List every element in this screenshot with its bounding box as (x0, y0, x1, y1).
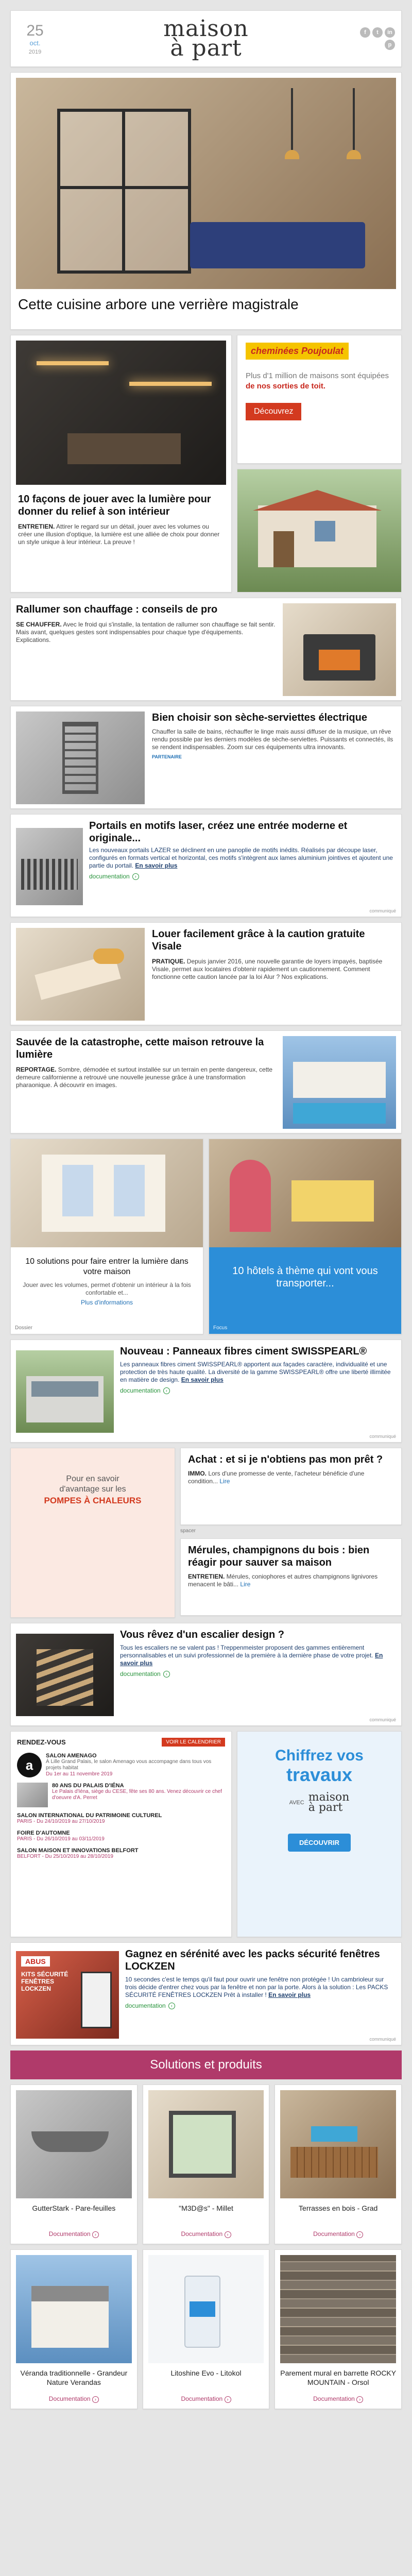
amenago-logo-icon: a (17, 1753, 42, 1777)
article-text: Chauffer la salle de bains, réchauffer le linge mais aussi diffuser de la musique, un rêve rendu possible par les derniers modèles de sèche-serviettes. Puissants et connectés, ils se rendent indispensables. Zoom sur ces équipements ultra innovants. (152, 728, 393, 751)
hero-article[interactable] (10, 72, 402, 330)
partner-label: PARTENAIRE (152, 754, 182, 759)
sponsored-label: communiqué (369, 1717, 396, 1722)
article-image (16, 341, 226, 485)
logo-line1: maison (163, 15, 249, 42)
event-image (17, 1783, 48, 1807)
event-item[interactable]: SALON INTERNATIONAL DU PATRIMOINE CULTUREL PARIS - Du 24/10/2019 au 27/10/2019 (17, 1812, 162, 1824)
sponsored-text: Tous les escaliers ne se valent pas ! Treppenmeister proposent des gammes entièrement personnalisables et un suivi professionnel de la première à la dernière phase de votre projet. En savoir plus (120, 1644, 383, 1667)
ad-text: Pour en savoir d'avantage sur les POMPES À CHALEURS (44, 1475, 142, 1505)
ad-discover-button[interactable]: DÉCOUVRIR (288, 1834, 351, 1852)
sponsored-portails (10, 814, 402, 917)
article-heating[interactable] (10, 598, 402, 701)
arrow-right-icon: › (168, 2003, 175, 2009)
product-name: Parement mural en barrette ROCKY MOUNTAIN - Orsol (280, 2369, 397, 2386)
date-month: oct. (29, 39, 41, 47)
read-more-link[interactable]: En savoir plus (268, 1991, 311, 1998)
linkedin-icon[interactable]: in (385, 27, 395, 38)
product-name: Litoshine Evo - Litokol (170, 2369, 242, 2377)
sponsored-title[interactable]: Vous rêvez d'un escalier design ? (120, 1629, 284, 1640)
article-towel-rail[interactable] (10, 706, 402, 809)
sponsored-title[interactable]: Portails en motifs laser, créez une entrée moderne et originale... (89, 820, 348, 844)
ad-line1: Chiffrez vos (275, 1747, 364, 1764)
arrow-right-icon: › (225, 2396, 231, 2403)
article-image (16, 711, 145, 804)
sponsored-lockzen (10, 1942, 402, 2045)
product-card[interactable] (274, 2084, 402, 2244)
documentation-link[interactable]: documentation › (120, 1670, 170, 1677)
arrow-right-icon: › (356, 2396, 363, 2403)
ad-avec: AVEC (289, 1800, 304, 1806)
event-item[interactable]: SALON MAISON ET INNOVATIONS BELFORT BELFORT - Du 25/10/2019 au 28/10/2019 (17, 1848, 139, 1859)
article-text: REPORTAGE. Sombre, démodée et surtout installée sur un terrain en pente dangereux, cette demeure californienne a retrouvé une nouvelle jeunesse grâce à une transformation pharaonique. À découvrir en images. (16, 1066, 273, 1089)
newsletter (10, 0, 402, 2409)
agenda (10, 1731, 232, 1937)
product-card[interactable] (143, 2249, 270, 2409)
product-image (280, 2255, 396, 2363)
read-more-link[interactable]: En savoir plus (181, 1376, 224, 1383)
dossier-card[interactable] (10, 1139, 203, 1334)
arrow-right-icon: › (225, 2231, 231, 2238)
product-card[interactable] (10, 2249, 138, 2409)
product-doc-link[interactable]: Documentation › (275, 2230, 401, 2238)
product-doc-link[interactable]: Documentation › (11, 2230, 137, 2238)
hero-image (16, 78, 396, 289)
article-text: ENTRETIEN. Attirer le regard sur un détail, jouer avec les volumes ou créer une illusion d'optique, la lumière est une alliée de choix pour donner un style unique à leur intérieur. La preuve ! (18, 523, 220, 546)
product-card[interactable] (274, 2249, 402, 2409)
product-card[interactable] (143, 2084, 270, 2244)
social-links (359, 27, 395, 50)
products-section-title: Solutions et produits (10, 2050, 402, 2079)
event-item[interactable]: 80 ANS DU PALAIS D'IÉNA Le Palais d'Iéna, siège du CESE, fête ses 80 ans. Venez découvrir ce chef d'oeuvre d'A. Perret (17, 1783, 225, 1807)
ad-estimate-works[interactable] (237, 1731, 402, 1937)
sponsored-text: 10 secondes c'est le temps qu'il faut pour ouvrir une fenêtre non protégée ! Un cambrioleur sur trois décide d'entrer chez vous par la fenêtre et non par la porte. Alors à la solution : Les PACKS SÉCURITÉ FENÊTRES LOCKZEN Prêt à installer ! En savoir plus (125, 1976, 388, 1998)
date-day: 25 (26, 22, 44, 39)
product-doc-link[interactable]: Documentation › (143, 2230, 269, 2238)
agenda-title: RENDEZ-VOUS (17, 1738, 66, 1746)
read-more-link[interactable]: En savoir plus (120, 1652, 383, 1667)
documentation-link[interactable]: documentation › (89, 873, 139, 880)
article-image (283, 603, 396, 696)
arrow-right-icon: › (356, 2231, 363, 2238)
documentation-link[interactable]: documentation › (120, 1387, 170, 1394)
product-name: Terrasses en bois - Grad (299, 2204, 378, 2212)
sponsored-title[interactable]: Gagnez en sérénité avec les packs sécurité fenêtres LOCKZEN (125, 1948, 380, 1972)
article-light-relief[interactable] (10, 335, 232, 592)
sponsored-staircase (10, 1623, 402, 1726)
article-title: Sauvée de la catastrophe, cette maison retrouve la lumière (16, 1037, 264, 1060)
article-text: IMMO. Lors d'une promesse de vente, l'acheteur bénéficie d'une condition... Lire (188, 1470, 365, 1485)
ad-line2: travaux (286, 1764, 353, 1785)
product-image (148, 2090, 264, 2198)
product-card[interactable] (10, 2084, 138, 2244)
product-doc-link[interactable]: Documentation › (143, 2395, 269, 2403)
sponsored-image[interactable] (16, 1951, 119, 2039)
dossier-image (11, 1139, 203, 1247)
article-merules[interactable] (180, 1538, 402, 1616)
product-name: Véranda traditionnelle - Grandeur Nature Verandas (20, 2369, 128, 2386)
hero-title: Cette cuisine arbore une verrière magistrale (18, 296, 299, 312)
sponsored-label: communiqué (369, 908, 396, 913)
article-title: Mérules, champignons du bois : bien réagir pour sauver sa maison (188, 1545, 370, 1568)
abus-logo: ABUS (21, 1956, 50, 1967)
sponsored-text: Les panneaux fibres ciment SWISSPEARL® apportent aux façades caractère, individualité et une protection de très haute qualité. La diversité de la gamme SWISSPEARL® offre une liberté illimitée en matière de design. En savoir plus (120, 1361, 391, 1383)
product-image (16, 2255, 132, 2363)
spacer: spacer (180, 1528, 196, 1534)
dossier-title: 10 solutions pour faire entrer la lumière dans votre maison (25, 1257, 188, 1276)
product-image (16, 2090, 132, 2198)
article-california-house[interactable] (10, 1030, 402, 1133)
dossier-text: Jouer avec les volumes, permet d'obtenir un intérieur à la fois confortable et... (23, 1281, 191, 1296)
facebook-icon[interactable]: f (360, 27, 370, 38)
focus-title: 10 hôtels à thème qui vont vous transporter... (232, 1265, 378, 1289)
ad-heat-pumps[interactable] (10, 1448, 175, 1618)
sponsored-swisspearl (10, 1340, 402, 1443)
dossier-more-link[interactable]: Plus d'informations (80, 1299, 133, 1306)
article-text: ENTRETIEN. Mérules, coniophores et autres champignons lignivores menacent le bâti... Lire (188, 1573, 378, 1588)
header (10, 10, 402, 67)
article-image (16, 928, 145, 1021)
event-item[interactable]: FOIRE D'AUTOMNE PARIS - Du 26/10/2019 au 03/11/2019 (17, 1830, 105, 1842)
arrow-right-icon: › (163, 1671, 170, 1677)
focus-image (209, 1139, 401, 1247)
arrow-right-icon: › (92, 2231, 99, 2238)
issue-date (17, 23, 53, 55)
article-image (283, 1036, 396, 1129)
ad-brand: cheminées Poujoulat (246, 343, 349, 360)
sponsored-label: communiqué (369, 2037, 396, 2042)
pinterest-icon[interactable]: p (385, 40, 395, 50)
arrow-right-icon: › (132, 873, 139, 880)
twitter-icon[interactable]: t (372, 27, 383, 38)
date-year: 2019 (28, 48, 42, 55)
ad-poujoulat[interactable] (237, 335, 402, 464)
focus-card[interactable] (209, 1139, 402, 1334)
article-title: Louer facilement grâce à la caution gratuite Visale (152, 928, 365, 952)
article-title: Achat : et si je n'obtiens pas mon prêt ? (188, 1454, 383, 1465)
article-title: Bien choisir son sèche-serviettes électrique (152, 712, 367, 723)
sponsored-label: communiqué (369, 1434, 396, 1439)
documentation-link[interactable]: documentation › (125, 2002, 175, 2009)
focus-label: Focus (213, 1325, 228, 1331)
product-image (148, 2255, 264, 2363)
site-logo[interactable] (53, 15, 359, 61)
pack-label: KITS SÉCURITÉ FENÊTRES LOCKZEN (21, 1971, 68, 1992)
article-title: 10 façons de jouer avec la lumière pour donner du relief à son intérieur (18, 494, 211, 517)
ad-logo: maison à part (308, 1791, 350, 1814)
product-name: "M3D@s" - Millet (179, 2204, 233, 2212)
article-loan[interactable] (180, 1448, 402, 1525)
dossier-label: Dossier (15, 1325, 32, 1331)
sponsored-image[interactable] (16, 1634, 114, 1716)
product-doc-link[interactable]: Documentation › (11, 2395, 137, 2403)
article-visale[interactable] (10, 922, 402, 1025)
arrow-right-icon: › (163, 1387, 170, 1394)
product-name: GutterStark - Pare-feuilles (32, 2204, 116, 2212)
arrow-right-icon: › (92, 2396, 99, 2403)
calendar-button[interactable]: VOIR LE CALENDRIER (162, 1738, 225, 1747)
product-doc-link[interactable]: Documentation › (275, 2395, 401, 2403)
ad-discover-button[interactable]: Découvrez (246, 403, 301, 420)
article-text: SE CHAUFFER. Avec le froid qui s'installe, la tentation de rallumer son chauffage se fait sentir. Mais avant, quelques gestes sont indispensables pour chaque type d'équipements. Explications. (16, 621, 276, 643)
sponsored-title[interactable]: Nouveau : Panneaux fibres ciment SWISSPEARL® (120, 1346, 367, 1357)
logo-line2: à part (170, 35, 242, 61)
read-more-link[interactable]: En savoir plus (135, 862, 178, 869)
article-text: PRATIQUE. Depuis janvier 2016, une nouvelle garantie de loyers impayés, baptisée Visale, permet aux locataires d'obtenir rapidement un cautionnement. Comment fonctionne cette caution lancée par la loi Alur ? Nos explications. (152, 958, 383, 980)
article-title: Rallumer son chauffage : conseils de pro (16, 604, 218, 615)
ad-house-image[interactable] (237, 469, 402, 592)
sponsored-text: Les nouveaux portails LAZER se déclinent en une panoplie de motifs inédits. Réalisés par découpe laser, configurés en formats vertical et horizontal, ces motifs s'intègrent aux lames aluminium jointives et ajoutent une partie du portail. En savoir plus (89, 846, 393, 869)
ad-text: Plus d'1 million de maisons sont équipées de nos sorties de toit. (246, 371, 389, 391)
product-image (280, 2090, 396, 2198)
sponsored-image[interactable] (16, 828, 83, 905)
sponsored-image[interactable] (16, 1350, 114, 1433)
event-item[interactable]: a SALON AMENAGO À Lille Grand Palais, le salon Amenago vous accompagne dans tous vos projets habitat Du 1er au 11 novembre 2019 (17, 1753, 225, 1777)
